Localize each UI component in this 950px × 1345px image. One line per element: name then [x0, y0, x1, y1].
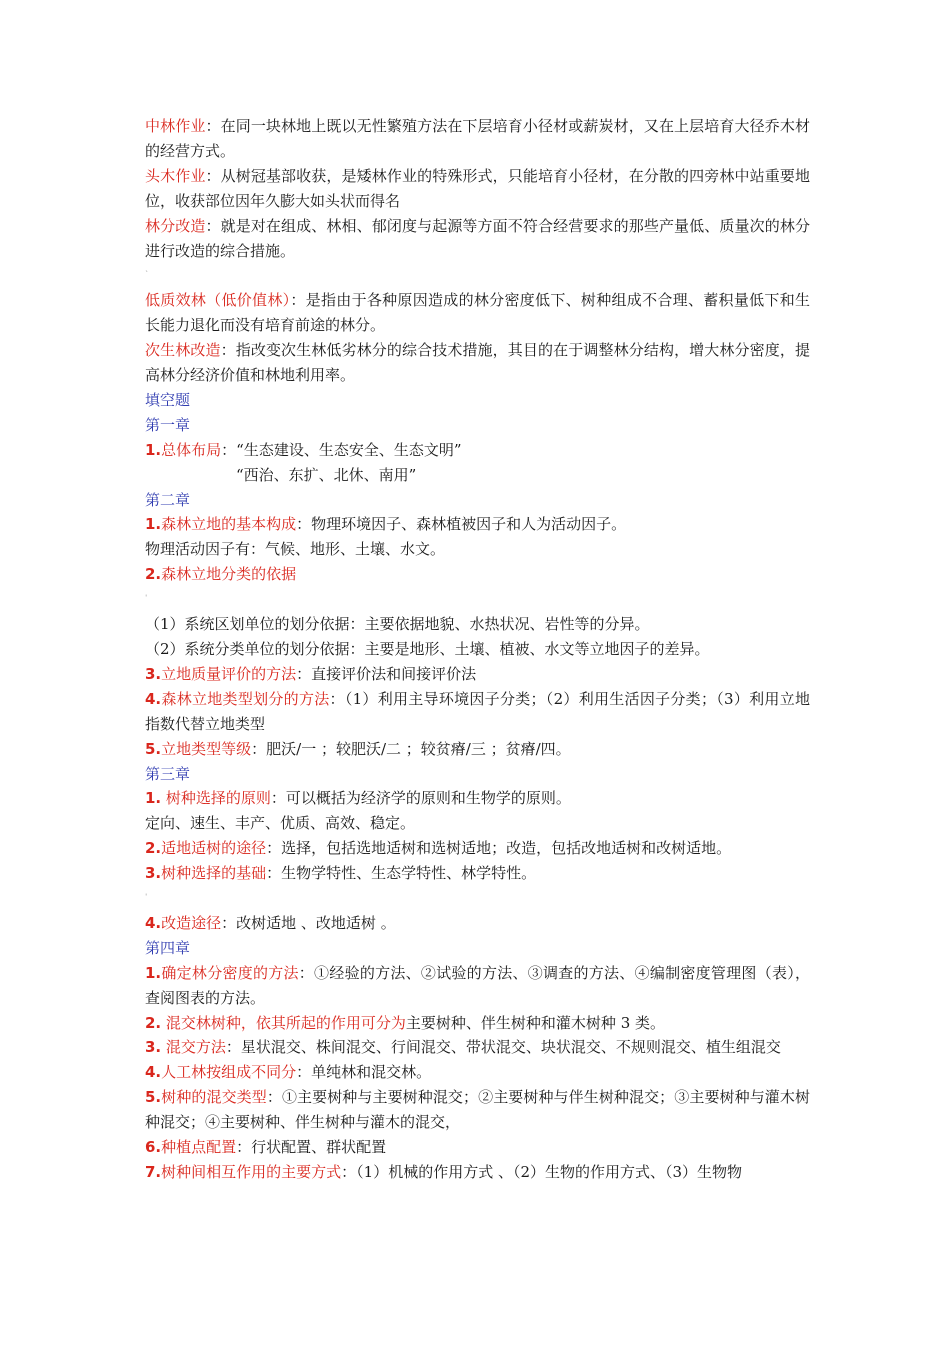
stray-mark: `: [145, 270, 149, 280]
item-2-2-a: （1）系统区划单位的划分依据：主要依据地貌、水热状况、岩性等的分异。: [145, 615, 650, 634]
item-4-4: [145, 1060, 810, 1085]
term: 森林立地分类的依据: [161, 565, 297, 584]
item-4-2: [145, 1011, 810, 1036]
item-number: 3.: [145, 864, 162, 883]
chapter-heading-4: 第四章: [145, 938, 191, 957]
item-1-1: [145, 438, 810, 463]
item-number: 3.: [145, 664, 162, 683]
term: 树种间相互作用的主要方式: [161, 1163, 342, 1182]
term: 树种选择的原则: [161, 789, 271, 808]
paragraph-linfen-gaizao: [145, 214, 810, 264]
item-number: 1.: [145, 789, 162, 808]
item-2-1: [145, 512, 810, 537]
term: 总体布局: [161, 440, 222, 459]
term: 混交方法: [161, 1038, 226, 1057]
item-number: 6.: [145, 1138, 162, 1157]
definition: ：行状配置、群状配置: [236, 1138, 387, 1157]
item-number: 2.: [145, 1013, 162, 1032]
term: 树种选择的基础: [161, 864, 267, 883]
term: 树种的混交类型: [161, 1088, 267, 1107]
definition: ：物理环境因子、森林植被因子和人为活动因子。: [296, 515, 627, 534]
definition: ：指改变次生林低劣林分的综合技术措施，其目的在于调整林分结构，增大林分密度，提高林分经济价值和林地利用率。: [145, 341, 810, 385]
term: 种植点配置: [161, 1138, 237, 1157]
definition: ：选择，包括选地适树和选树适地；改造，包括改地适树和改树适地。: [266, 839, 732, 858]
item-4-3: [145, 1035, 810, 1060]
definition: ：星状混交、株间混交、行间混交、带状混交、块状混交、不规则混交、植生组混交: [225, 1038, 781, 1057]
term: 林分改造: [145, 216, 206, 235]
item-number: 7.: [145, 1163, 162, 1182]
item-2-3: [145, 662, 810, 687]
definition: ：①主要树种与主要树种混交；②主要树种与伴生树种混交；③主要树种与灌木树种混交；④主要树种、伴生树种与灌木的混交，: [145, 1088, 810, 1132]
item-number: 1.: [145, 440, 162, 459]
definition: ：（1）利用主导环境因子分类；（2）利用生活因子分类；（3）利用立地指数代替立地类型: [145, 689, 810, 733]
document-page: [145, 114, 810, 1185]
item-2-4: [145, 687, 810, 737]
term: 中林作业: [145, 117, 206, 135]
item-3-1-note: 定向、速生、丰产、优质、高效、稳定。: [145, 814, 416, 833]
paragraph-cishenglin: [145, 338, 810, 388]
item-4-7: [145, 1160, 810, 1185]
item-number: 5.: [145, 739, 162, 758]
definition: 主要树种、伴生树种和灌木树种 3 类。: [405, 1013, 666, 1032]
item-2-5: [145, 737, 810, 762]
item-number: 2.: [145, 565, 162, 584]
item-3-4: [145, 911, 810, 936]
definition: ：是指由于各种原因造成的林分密度低下、树种组成不合理、蓄积量低下和生长能力退化而没有培育前途的林分。: [145, 291, 810, 335]
item-3-1: [145, 786, 810, 811]
definition: ：可以概括为经济学的原则和生物学的原则。: [270, 789, 571, 808]
paragraph-toumu: [145, 164, 810, 214]
stray-mark: ˈ: [145, 893, 148, 903]
item-3-3: [145, 861, 810, 886]
term: 确定林分密度的方法: [161, 963, 299, 982]
definition: ：生物学特性、生态学特性、林学特性。: [266, 864, 537, 883]
definition: ：①经验的方法、②试验的方法、③调查的方法、④编制密度管理图（表），查阅图表的方法。: [145, 963, 810, 1007]
term: 头木作业: [145, 166, 206, 185]
paragraph-dizhi-xiaolin: [145, 288, 810, 338]
item-number: 5.: [145, 1088, 162, 1107]
item-1-1-continued: “西治、东扩、北休、南用”: [236, 465, 417, 484]
term: 混交林树种，依其所起的作用可分为: [161, 1013, 406, 1032]
definition: ：（1）机械的作用方式 、（2）生物的作用方式、（3）生物物: [341, 1163, 743, 1182]
item-4-5: [145, 1085, 810, 1135]
term: 森林立地类型划分的方法: [161, 689, 330, 708]
definition: ：肥沃/一 ；较肥沃/二 ；较贫瘠/三 ；贫瘠/四。: [251, 739, 571, 758]
term: 人工林按组成不同分: [161, 1063, 297, 1082]
definition: ：在同一块林地上既以无性繁殖方法在下层培育小径材或薪炭材，又在上层培育大径乔木材的经营方式。: [145, 117, 810, 160]
item-number: 2.: [145, 839, 162, 858]
definition: ：改树适地 、改地适树 。: [221, 913, 396, 932]
term: 次生林改造: [145, 341, 221, 360]
item-number: 4.: [145, 689, 162, 708]
term: 森林立地的基本构成: [161, 515, 297, 534]
term: 适地适树的途径: [161, 839, 267, 858]
chapter-heading-3: 第三章: [145, 764, 191, 783]
item-number: 4.: [145, 1063, 162, 1082]
paragraph-zhonglin: [145, 114, 810, 164]
item-2-2: [145, 562, 810, 587]
item-4-6: [145, 1135, 810, 1160]
definition: ：直接评价法和间接评价法: [296, 664, 477, 683]
term: 低质效林（低价值林）: [145, 291, 291, 310]
definition: ：从树冠基部收获，是矮林作业的特殊形式，只能培育小径材，在分散的四旁林中站重要地位，收获部位因年久膨大如头状而得名: [145, 166, 810, 210]
item-number: 4.: [145, 913, 162, 932]
item-2-1-note: 物理活动因子有：气候、地形、土壤、水文。: [145, 540, 446, 559]
term: 改造途径: [161, 913, 222, 932]
definition: ：就是对在组成、林相、郁闭度与起源等方面不符合经营要求的那些产量低、质量次的林分进行改造的综合措施。: [145, 216, 810, 260]
chapter-heading-2: 第二章: [145, 490, 191, 509]
item-4-1: [145, 961, 810, 1011]
stray-mark: ˈ: [145, 594, 148, 604]
definition: ：“生态建设、生态安全、生态文明”: [221, 440, 462, 459]
term: 立地类型等级: [161, 739, 252, 758]
item-number: 3.: [145, 1038, 162, 1057]
item-3-2: [145, 836, 810, 861]
item-number: 1.: [145, 963, 162, 982]
term: 立地质量评价的方法: [161, 664, 297, 683]
item-number: 1.: [145, 515, 162, 534]
chapter-heading-1: 第一章: [145, 415, 191, 434]
item-2-2-b: （2）系统分类单位的划分依据：主要是地形、土壤、植被、水文等立地因子的差异。: [145, 640, 710, 658]
definition: ：单纯林和混交林。: [296, 1063, 432, 1082]
section-heading: 填空题: [145, 390, 191, 409]
